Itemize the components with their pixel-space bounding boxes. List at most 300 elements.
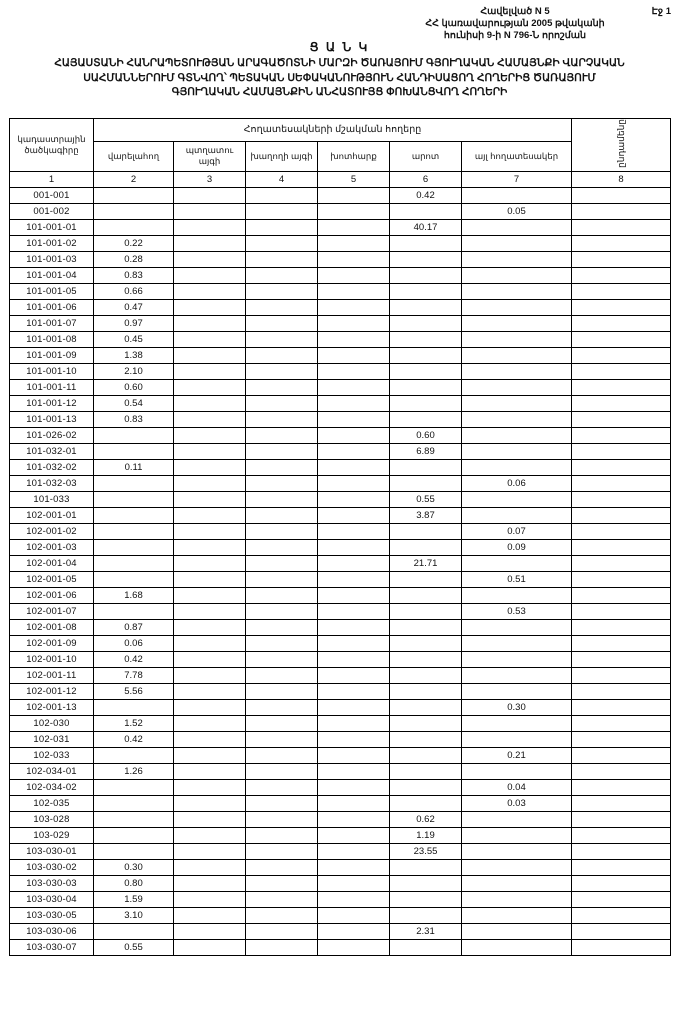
cell-vineyard <box>246 795 318 811</box>
cell-vineyard <box>246 843 318 859</box>
cell-pasture <box>390 475 462 491</box>
cell-hayfield <box>318 251 390 267</box>
cell-other: 0.03 <box>462 795 572 811</box>
cell-total <box>572 603 671 619</box>
cell-vineyard <box>246 635 318 651</box>
cell-vineyard <box>246 747 318 763</box>
cell-other <box>462 667 572 683</box>
cell-arable <box>94 571 174 587</box>
table-row <box>10 763 671 779</box>
annex-line-1: Հավելված N 5 <box>480 6 550 17</box>
cell-arable <box>94 779 174 795</box>
cell-arable: 0.66 <box>94 283 174 299</box>
cell-orchard <box>174 795 246 811</box>
cell-other <box>462 331 572 347</box>
cell-arable: 0.30 <box>94 859 174 875</box>
table-row <box>10 331 671 347</box>
cell-hayfield <box>318 267 390 283</box>
cell-total <box>572 939 671 955</box>
cell-pasture <box>390 523 462 539</box>
cell-other <box>462 587 572 603</box>
cell-vineyard <box>246 571 318 587</box>
cell-orchard <box>174 827 246 843</box>
cell-arable: 0.87 <box>94 619 174 635</box>
cell-other: 0.05 <box>462 203 572 219</box>
cell-arable: 1.59 <box>94 891 174 907</box>
cell-hayfield <box>318 859 390 875</box>
column-header-pasture <box>390 141 462 171</box>
table-row <box>10 843 671 859</box>
cell-orchard <box>174 811 246 827</box>
cell-total <box>572 507 671 523</box>
cell-hayfield <box>318 443 390 459</box>
cell-hayfield <box>318 683 390 699</box>
cell-vineyard <box>246 811 318 827</box>
cell-pasture <box>390 939 462 955</box>
table-row <box>10 891 671 907</box>
cell-orchard <box>174 331 246 347</box>
cell-other <box>462 635 572 651</box>
cell-other <box>462 859 572 875</box>
cell-pasture <box>390 907 462 923</box>
cell-total <box>572 379 671 395</box>
cell-vineyard <box>246 203 318 219</box>
cell-vineyard <box>246 315 318 331</box>
cell-cadastral-code: 101-033 <box>10 491 94 507</box>
cell-total <box>572 331 671 347</box>
cell-hayfield <box>318 491 390 507</box>
cell-hayfield <box>318 827 390 843</box>
cell-hayfield <box>318 331 390 347</box>
cell-other <box>462 827 572 843</box>
table-row <box>10 779 671 795</box>
cell-other <box>462 299 572 315</box>
table-row <box>10 683 671 699</box>
column-header-code <box>10 119 94 172</box>
cell-hayfield <box>318 523 390 539</box>
cell-pasture <box>390 411 462 427</box>
cell-pasture <box>390 635 462 651</box>
cell-hayfield <box>318 475 390 491</box>
cell-cadastral-code: 101-001-01 <box>10 219 94 235</box>
table-row <box>10 363 671 379</box>
cell-arable <box>94 475 174 491</box>
cell-orchard <box>174 715 246 731</box>
cell-orchard <box>174 763 246 779</box>
table-row <box>10 651 671 667</box>
cell-arable: 2.10 <box>94 363 174 379</box>
table-row <box>10 875 671 891</box>
cell-vineyard <box>246 715 318 731</box>
cell-orchard <box>174 443 246 459</box>
table-row <box>10 299 671 315</box>
cell-orchard <box>174 251 246 267</box>
cell-vineyard <box>246 507 318 523</box>
cell-total <box>572 907 671 923</box>
cell-other <box>462 427 572 443</box>
cell-vineyard <box>246 299 318 315</box>
page-title: Ց Ա Ն Կ <box>309 40 370 54</box>
cell-hayfield <box>318 283 390 299</box>
cell-hayfield <box>318 619 390 635</box>
cell-hayfield <box>318 779 390 795</box>
cell-hayfield <box>318 875 390 891</box>
cell-total <box>572 683 671 699</box>
cell-other: 0.06 <box>462 475 572 491</box>
cell-total <box>572 571 671 587</box>
cell-total <box>572 203 671 219</box>
cell-hayfield <box>318 219 390 235</box>
subtitle-line-3: ԳՅՈՒՂԱԿԱՆ ՀԱՄԱՅՆՔԻՆ ԱՆՀԱՏՈՒՅՑ ՓՈԽԱՆՑՎՈՂ ՀՈՂԵՐԻ <box>171 86 508 98</box>
cell-arable: 3.10 <box>94 907 174 923</box>
cell-other <box>462 715 572 731</box>
cell-other: 0.53 <box>462 603 572 619</box>
cell-other <box>462 267 572 283</box>
cell-cadastral-code: 101-032-01 <box>10 443 94 459</box>
cell-total <box>572 475 671 491</box>
cell-pasture <box>390 683 462 699</box>
cell-cadastral-code: 001-001 <box>10 187 94 203</box>
cell-vineyard <box>246 603 318 619</box>
cell-cadastral-code: 103-030-04 <box>10 891 94 907</box>
cell-hayfield <box>318 411 390 427</box>
cell-arable <box>94 923 174 939</box>
cell-arable: 0.28 <box>94 251 174 267</box>
cell-other: 0.51 <box>462 571 572 587</box>
cell-hayfield <box>318 715 390 731</box>
cell-vineyard <box>246 779 318 795</box>
cell-pasture <box>390 699 462 715</box>
column-header-pasture-label: արոտ <box>411 150 440 161</box>
cell-arable <box>94 747 174 763</box>
table-row <box>10 507 671 523</box>
cell-pasture: 23.55 <box>390 843 462 859</box>
cell-vineyard <box>246 875 318 891</box>
cell-pasture <box>390 267 462 283</box>
cell-cadastral-code: 102-001-07 <box>10 603 94 619</box>
cell-orchard <box>174 459 246 475</box>
cell-pasture <box>390 571 462 587</box>
subtitle-line-1: ՀԱՅԱՍՏԱՆԻ ՀԱՆՐԱՊԵՏՈՒԹՅԱՆ ԱՐԱԳԱԾՈՏՆԻ ՄԱՐԶԻ ԾԱՌԱՅՈՒՄ ԳՅՈՒՂԱԿԱՆ ՀԱՄԱՅՆՔԻ ՎԱՐՉԱԿԱՆ <box>54 57 625 69</box>
cell-arable <box>94 843 174 859</box>
cell-vineyard <box>246 907 318 923</box>
cell-orchard <box>174 539 246 555</box>
column-header-other <box>462 141 572 171</box>
cell-cadastral-code: 102-001-04 <box>10 555 94 571</box>
cell-total <box>572 395 671 411</box>
cell-pasture <box>390 859 462 875</box>
column-header-arable-label: վարելահող <box>107 150 160 161</box>
cell-arable: 0.54 <box>94 395 174 411</box>
cell-hayfield <box>318 795 390 811</box>
cell-arable <box>94 811 174 827</box>
cell-arable: 1.68 <box>94 587 174 603</box>
table-row <box>10 235 671 251</box>
cell-other <box>462 651 572 667</box>
cell-pasture: 0.62 <box>390 811 462 827</box>
cell-vineyard <box>246 619 318 635</box>
cell-cadastral-code: 102-001-08 <box>10 619 94 635</box>
cell-arable: 0.47 <box>94 299 174 315</box>
table-row <box>10 667 671 683</box>
annex-reference <box>365 6 665 42</box>
cell-cadastral-code: 102-001-05 <box>10 571 94 587</box>
cell-orchard <box>174 347 246 363</box>
cell-orchard <box>174 731 246 747</box>
cell-orchard <box>174 235 246 251</box>
cell-other <box>462 283 572 299</box>
cell-total <box>572 827 671 843</box>
table-row <box>10 283 671 299</box>
cell-arable <box>94 203 174 219</box>
cell-cadastral-code: 101-001-08 <box>10 331 94 347</box>
cell-vineyard <box>246 923 318 939</box>
table-row <box>10 907 671 923</box>
table-row <box>10 715 671 731</box>
cell-hayfield <box>318 923 390 939</box>
cell-vineyard <box>246 363 318 379</box>
cell-vineyard <box>246 763 318 779</box>
cell-total <box>572 363 671 379</box>
cell-total <box>572 315 671 331</box>
cell-hayfield <box>318 299 390 315</box>
cell-vineyard <box>246 651 318 667</box>
cell-other <box>462 379 572 395</box>
table-row <box>10 443 671 459</box>
cell-vineyard <box>246 251 318 267</box>
cell-cadastral-code: 102-001-03 <box>10 539 94 555</box>
cell-arable: 0.83 <box>94 411 174 427</box>
cell-total <box>572 843 671 859</box>
cell-pasture <box>390 459 462 475</box>
cell-other <box>462 731 572 747</box>
cell-vineyard <box>246 523 318 539</box>
cell-orchard <box>174 683 246 699</box>
column-number-6: 6 <box>390 171 462 187</box>
cell-orchard <box>174 891 246 907</box>
cell-pasture <box>390 379 462 395</box>
table-row <box>10 203 671 219</box>
cell-orchard <box>174 555 246 571</box>
cell-total <box>572 747 671 763</box>
cell-hayfield <box>318 699 390 715</box>
cell-cadastral-code: 101-001-12 <box>10 395 94 411</box>
cell-cadastral-code: 103-030-07 <box>10 939 94 955</box>
table-row <box>10 827 671 843</box>
cell-cadastral-code: 102-001-12 <box>10 683 94 699</box>
cell-arable: 1.52 <box>94 715 174 731</box>
cell-cadastral-code: 101-001-07 <box>10 315 94 331</box>
cell-vineyard <box>246 235 318 251</box>
cell-cadastral-code: 101-001-10 <box>10 363 94 379</box>
cell-total <box>572 635 671 651</box>
cell-other <box>462 411 572 427</box>
column-header-orchard <box>174 141 246 171</box>
cell-arable <box>94 603 174 619</box>
cell-hayfield <box>318 459 390 475</box>
land-table <box>9 118 671 956</box>
cell-vineyard <box>246 731 318 747</box>
document-subtitle <box>0 56 679 100</box>
cell-cadastral-code: 102-001-09 <box>10 635 94 651</box>
cell-cadastral-code: 102-001-10 <box>10 651 94 667</box>
cell-pasture <box>390 539 462 555</box>
cell-pasture <box>390 747 462 763</box>
cell-cadastral-code: 101-032-03 <box>10 475 94 491</box>
cell-hayfield <box>318 571 390 587</box>
table-row <box>10 219 671 235</box>
cell-arable <box>94 507 174 523</box>
cell-cadastral-code: 101-001-04 <box>10 267 94 283</box>
cell-other: 0.21 <box>462 747 572 763</box>
cell-vineyard <box>246 411 318 427</box>
cell-cadastral-code: 102-001-11 <box>10 667 94 683</box>
cell-pasture <box>390 891 462 907</box>
subtitle-line-2: ՍԱՀՄԱՆՆԵՐՈՒՄ ԳՏՆՎՈՂ՝ ՊԵՏԱԿԱՆ ՍԵՓԱԿԱՆՈՒԹՅՈՒՆ ՀԱՆԴԻՍԱՑՈՂ ՀՈՂԵՐԻՑ ԾԱՌԱՅՈՒՄ <box>83 71 596 84</box>
cell-other <box>462 251 572 267</box>
cell-arable: 0.83 <box>94 267 174 283</box>
cell-hayfield <box>318 763 390 779</box>
table-row <box>10 587 671 603</box>
table-row <box>10 379 671 395</box>
table-row <box>10 491 671 507</box>
cell-other <box>462 219 572 235</box>
cell-orchard <box>174 635 246 651</box>
cell-orchard <box>174 427 246 443</box>
cell-arable <box>94 555 174 571</box>
cell-total <box>572 667 671 683</box>
cell-cadastral-code: 102-031 <box>10 731 94 747</box>
cell-pasture <box>390 203 462 219</box>
cell-other <box>462 843 572 859</box>
cell-arable: 1.26 <box>94 763 174 779</box>
column-header-total-label: ընդամենը <box>616 119 626 168</box>
column-header-arable <box>94 141 174 171</box>
cell-pasture <box>390 235 462 251</box>
cell-cadastral-code: 103-030-02 <box>10 859 94 875</box>
cell-arable: 1.38 <box>94 347 174 363</box>
cell-total <box>572 859 671 875</box>
cell-cadastral-code: 102-001-06 <box>10 587 94 603</box>
column-header-hayfield-label: խոտհարք <box>330 150 377 161</box>
cell-cadastral-code: 103-028 <box>10 811 94 827</box>
cell-total <box>572 283 671 299</box>
cell-cadastral-code: 102-030 <box>10 715 94 731</box>
column-number-1: 1 <box>10 171 94 187</box>
cell-pasture: 2.31 <box>390 923 462 939</box>
cell-total <box>572 235 671 251</box>
cell-pasture <box>390 715 462 731</box>
cell-orchard <box>174 571 246 587</box>
table-row <box>10 267 671 283</box>
cell-pasture <box>390 315 462 331</box>
cell-total <box>572 539 671 555</box>
cell-other <box>462 491 572 507</box>
cell-vineyard <box>246 267 318 283</box>
table-row <box>10 427 671 443</box>
page-number: Էջ 1 <box>651 6 671 17</box>
cell-total <box>572 411 671 427</box>
cell-pasture <box>390 875 462 891</box>
cell-other <box>462 811 572 827</box>
cell-arable: 0.55 <box>94 939 174 955</box>
cell-cadastral-code: 103-029 <box>10 827 94 843</box>
cell-hayfield <box>318 747 390 763</box>
cell-vineyard <box>246 379 318 395</box>
cell-cadastral-code: 101-001-06 <box>10 299 94 315</box>
cell-pasture: 40.17 <box>390 219 462 235</box>
cell-orchard <box>174 923 246 939</box>
cell-other: 0.09 <box>462 539 572 555</box>
column-number-4: 4 <box>246 171 318 187</box>
cell-vineyard <box>246 891 318 907</box>
cell-other <box>462 443 572 459</box>
cell-cadastral-code: 101-001-13 <box>10 411 94 427</box>
table-row <box>10 699 671 715</box>
column-header-orchard-label: պտղատու այգի <box>185 145 234 167</box>
table-row <box>10 923 671 939</box>
column-number-8: 8 <box>572 171 671 187</box>
cell-arable: 0.06 <box>94 635 174 651</box>
cell-total <box>572 187 671 203</box>
cell-orchard <box>174 939 246 955</box>
cell-arable <box>94 187 174 203</box>
cell-pasture: 21.71 <box>390 555 462 571</box>
cell-total <box>572 875 671 891</box>
cell-vineyard <box>246 427 318 443</box>
cell-cadastral-code: 101-001-05 <box>10 283 94 299</box>
cell-hayfield <box>318 555 390 571</box>
table-row <box>10 747 671 763</box>
cell-arable: 0.42 <box>94 651 174 667</box>
cell-pasture <box>390 651 462 667</box>
cell-arable: 0.60 <box>94 379 174 395</box>
cell-orchard <box>174 875 246 891</box>
cell-other <box>462 763 572 779</box>
cell-vineyard <box>246 827 318 843</box>
cell-vineyard <box>246 187 318 203</box>
cell-other <box>462 923 572 939</box>
cell-hayfield <box>318 203 390 219</box>
cell-orchard <box>174 315 246 331</box>
cell-pasture: 0.60 <box>390 427 462 443</box>
cell-cadastral-code: 102-033 <box>10 747 94 763</box>
table-body <box>10 187 671 955</box>
cell-orchard <box>174 667 246 683</box>
cell-hayfield <box>318 379 390 395</box>
cell-arable: 0.22 <box>94 235 174 251</box>
cell-cadastral-code: 102-034-01 <box>10 763 94 779</box>
cell-arable: 0.45 <box>94 331 174 347</box>
cell-orchard <box>174 699 246 715</box>
column-header-code-label: կադաստրային ծածկագիրը <box>17 133 86 155</box>
cell-pasture <box>390 363 462 379</box>
cell-orchard <box>174 299 246 315</box>
cell-orchard <box>174 619 246 635</box>
cell-pasture <box>390 395 462 411</box>
cell-hayfield <box>318 907 390 923</box>
cell-cadastral-code: 103-030-06 <box>10 923 94 939</box>
cell-total <box>572 347 671 363</box>
cell-cadastral-code: 102-001-02 <box>10 523 94 539</box>
cell-orchard <box>174 651 246 667</box>
cell-other <box>462 315 572 331</box>
cell-arable: 0.80 <box>94 875 174 891</box>
table-row <box>10 539 671 555</box>
cell-other <box>462 235 572 251</box>
column-header-vineyard <box>246 141 318 171</box>
table-row <box>10 475 671 491</box>
